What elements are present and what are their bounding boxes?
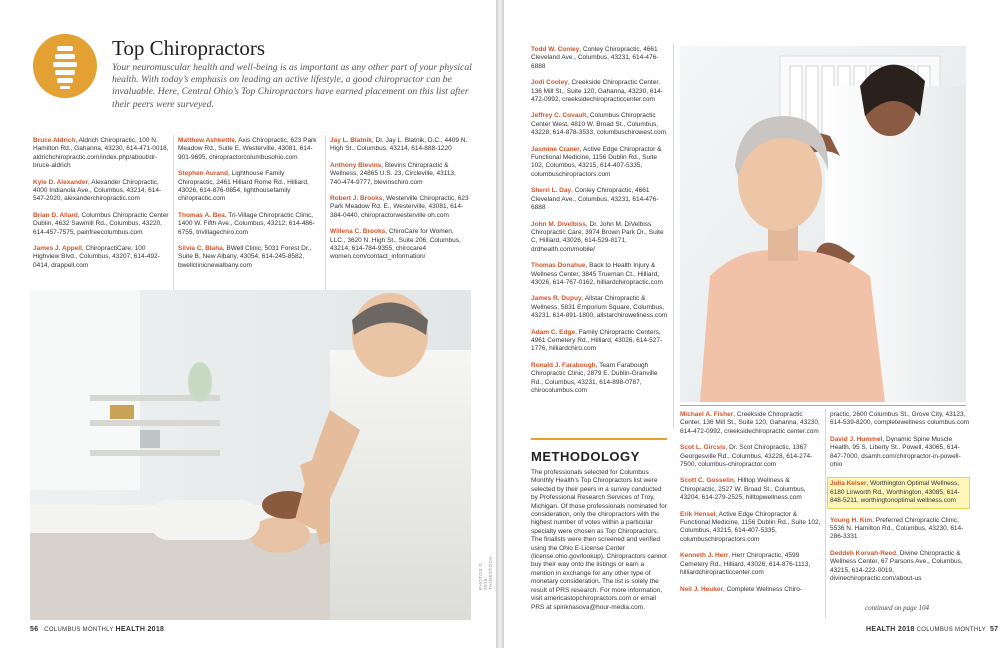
methodology-rule	[531, 438, 667, 440]
chiropractor-name: Adam C. Edge	[531, 328, 576, 336]
column-divider	[173, 135, 174, 295]
listing-entry	[531, 362, 671, 396]
listing-details: , Tri-Village Chiropractic Clinic, 1400 W. Fifth Ave., Columbus, 43212, 614-486-6755, trivillagechiro.com	[178, 211, 315, 236]
chiropractor-name: Anthony Blevins	[330, 161, 382, 169]
listing-column-6	[830, 411, 970, 592]
listing-details: , Conley Chiropractic, 4661 Cleveland Ave., Columbus, 43231, 614-476-6888	[531, 187, 659, 212]
continued-note: continued on page 104	[865, 604, 929, 612]
listing-details: , Columbus Chiropractic Center Dublin, 4632 Sawmill Rd., Columbus, 43220, 614-457-7575, painfreecolumbus.com	[33, 211, 169, 236]
listing-entry	[531, 112, 671, 137]
chiropractor-name: Scot L. Gircsis	[680, 444, 726, 452]
listing-details: , Columbus Chiropractic Center West, 4810 W. Broad St., Columbus, 43228, 614-878-3533, columbuschirowest.com	[531, 112, 667, 137]
chiropractor-name: Jodi Cooley	[531, 79, 568, 87]
column-divider	[325, 135, 326, 295]
methodology-title: METHODOLOGY	[531, 449, 640, 464]
listing-details: , Worthington Optimal Wellness, 6180 Linworth Rd., Worthington, 43085, 614-848-5211, worthingtonoptimal wellness.com	[830, 480, 960, 505]
listing-details: , Team Farabough Chiropractic Clinic, 2879 E. Dublin-Granville Rd., Columbus, 43231, 614-898-0787, chirocolumbus.com	[531, 361, 658, 394]
page-number: 57	[989, 626, 999, 633]
chiropractor-name: Willena C. Brooks	[330, 228, 386, 236]
methodology-text: The professionals selected for Columbus Monthly Health’s Top Chiropractors list were selected by their peers in a survey conducted by Professional Research Services of Troy, Michigan. Of those professionals nominated for consideration, only the chiropractors with the highest number of votes within a particular specialty were chosen as Top Chiropractors. The finalists were then screened and verified using the Ohio E-License Center (license.ohio.gov/lookup). Chiropractors cannot buy their way onto the listings or earn a mention in exchange for any other type of monetary consideration. The list is solely the result of PRS research. For more information, visit americastopchiropractors.com or email PRS at spinknasova@hour-media.com.	[531, 469, 667, 611]
listing-details: , Divine Chiropractic & Wellness Center, 67 Parsons Ave., Columbus, 43215, 614-222-0019, divinechiropractic.com/about-us	[830, 549, 963, 583]
listing-entry	[33, 212, 169, 237]
listing-details: , Aldrich Chiropractic, 100 N. Hamilton Rd., Gahanna, 43230, 614-471-0018, aldrichchiropractic.com/index.php/about/dr-bruce-aldrich	[33, 137, 169, 170]
listing-details: , Preferred Chiropractic Clinic, 5536 N. Hamilton Rd., Columbus, 43230, 614-286-3331	[830, 516, 964, 541]
chiropractor-name: Kyle D. Alexander	[33, 178, 89, 186]
folio-publication: COLUMBUS MONTHLY	[914, 627, 987, 633]
page-number: 56	[30, 626, 39, 633]
chiropractor-name: Bruce Aldrich	[33, 137, 76, 144]
chiropractor-name: Matthew Ashkettle	[178, 137, 235, 144]
chiropractor-name: Jasmine Craner	[531, 145, 580, 153]
listing-entry	[33, 137, 169, 171]
listing-details: , ChiroCare for Women, LLC., 3620 N. High St., Suite 206, Columbus, 43214, 614-784-9355, chirocare4 women.com/contact_information/	[330, 228, 461, 261]
listing-entry	[178, 212, 321, 237]
listing-column-4	[531, 46, 671, 403]
folio-issue: HEALTH 2018	[115, 626, 165, 633]
listing-entry	[680, 586, 822, 594]
listing-entry	[680, 411, 822, 436]
spine-logo-icon	[33, 34, 97, 98]
listing-entry	[531, 187, 671, 212]
listing-entry	[531, 262, 671, 287]
listing-entry	[178, 170, 321, 204]
listing-details: , Hilltop Wellness & Chiropractic, 2527 W. Broad St., Columbus, 43204, 614-279-2525, hilltopwellness.com	[680, 477, 806, 502]
listing-column-5	[680, 411, 822, 602]
chiropractor-name: Jay L. Blatnik	[330, 137, 372, 144]
listing-entry	[830, 550, 970, 584]
listing-column-3	[330, 137, 470, 270]
section-rule	[680, 405, 966, 406]
listing-entry	[680, 552, 822, 577]
listing-entry	[531, 295, 671, 320]
chiropractor-name: Thomas Donahue	[531, 262, 586, 270]
listing-continuation: practic, 2600 Columbus St., Grove City, 43123, 614-539-8200, completewellness columbus.com	[830, 411, 970, 427]
chiropractor-name: Michael A. Fisher	[680, 411, 734, 418]
chiropractor-name: John M. Divelbiss	[531, 220, 586, 228]
chiropractor-name: Kenneth J. Herr	[680, 552, 729, 560]
page-gutter	[496, 0, 504, 648]
chiropractor-name: Robert J. Brooks	[330, 195, 383, 203]
chiropractor-name: Young H. Kim	[830, 516, 873, 524]
listing-column-1	[33, 137, 169, 278]
listing-entry	[531, 79, 671, 104]
chiropractor-name: Neil J. Heuker	[680, 585, 723, 593]
chiropractor-name: Deddeh Korvah-Reed	[830, 549, 897, 557]
listing-details: , Dr. Jay L. Blatnik, D.C., 4409 N. High St., Columbus, 43214, 614-888-1220	[330, 137, 468, 153]
listing-details: , ChiropractiCare, 100 Highview Blvd., Columbus, 43207, 614-492-0414, drappell.com	[33, 245, 160, 269]
listing-entry	[830, 436, 970, 470]
chiropractor-neck-photo	[680, 46, 966, 402]
folio-right	[866, 626, 998, 633]
listing-details: , Back to Health Injury & Wellness Center, 3845 Trueman Ct., Hilliard, 43026, 614-767-0162, hilliardchiropractic.com	[531, 262, 663, 286]
listing-details: , Dynamic Spine Muscle Health, 95 S. Liberty St., Powell, 43065, 614-847-7000, dsamh.com/chiropractor-in-powell-ohio	[830, 435, 961, 469]
listing-entry	[830, 517, 970, 542]
listing-details: , BWell Clinic, 5031 Forest Dr., Suite B, New Albany, 43054, 614-245-8582, bwellclinicnewalbany.com	[178, 245, 312, 269]
column-divider	[673, 44, 674, 429]
chiropractor-name: Stephen Aurand	[178, 170, 228, 178]
folio-left	[30, 626, 164, 633]
chiropractor-name: David J. Hummel	[830, 435, 883, 443]
column-divider	[825, 409, 826, 619]
chiropractor-name: Jeffrey C. Covault	[531, 112, 587, 120]
chiropractor-name: Thomas A. Bea	[178, 211, 225, 219]
listing-entry	[178, 245, 321, 270]
listing-entry	[33, 245, 169, 270]
listing-entry	[531, 329, 671, 354]
listing-details: , Dr. John M. DiVelbiss Chiropractic Care, 3974 Brown Park Dr., Suite C, Hilliard, 43026, 614-529-8171, drdhealth.com/mobile/	[531, 220, 664, 253]
listing-details: , Creekside Chiropractic Center, 136 Mill St., Suite 120, Gahanna, 43230, 614-472-0992, creeksidechiropractic center.com	[680, 411, 820, 435]
listing-column-2	[178, 137, 321, 278]
listing-details: , Creekside Chiropractic Center, 136 Mill St., Suite 120, Gahanna, 43230, 614-472-0992, creeksidechiropracticcenter.com	[531, 79, 663, 104]
listing-entry	[330, 137, 470, 154]
listing-entry	[680, 511, 822, 545]
chiropractor-name: Silvia C. Blaha	[178, 245, 223, 253]
chiropractor-name: Sherri L. Day	[531, 187, 572, 195]
chiropractor-name: Todd W. Conley	[531, 46, 580, 53]
folio-issue: HEALTH 2018	[866, 626, 915, 633]
page-title: Top Chiropractors	[112, 36, 266, 60]
chiropractor-name: Brian D. Allard	[33, 211, 78, 219]
listing-details: , Allstar Chiropractic & Wellness, 5831 Emporium Square, Columbus, 43231, 614-891-1800, allstarchirowellness.com	[531, 295, 668, 320]
listing-entry	[330, 195, 470, 220]
chiropractor-name: James J. Appell	[33, 245, 82, 253]
listing-details: , Dr. Scot Chiropractic, 1367 Georgesville Rd., Columbus, 43228, 614-274-7500, columbus-chiropractor.com	[680, 444, 813, 469]
listing-entry	[531, 221, 671, 255]
listing-entry	[531, 46, 671, 71]
listing-details: , Axis Chiropractic, 623 Park Meadow Rd., Suite E, Westerville, 43081, 614-901-9695, chiropractorcolumbusohio.com	[178, 137, 317, 161]
chiropractor-name: Erik Hensel	[680, 510, 716, 518]
listing-entry	[33, 179, 169, 204]
listing-details: , Conley Chiropractic, 4661 Cleveland Ave., Columbus, 43231, 614-476-6888	[531, 46, 659, 70]
listing-entry	[330, 162, 470, 187]
listing-entry	[680, 444, 822, 469]
listing-details: , Active Edge Chiropractor & Functional Medicine, 1156 Dublin Rd., Suite 102, Columbus, 43215, 614-407-5335, columbuschiropractors.com	[680, 510, 821, 543]
listing-details: , Lighthouse Family Chiropractic, 2461 Hilliard Rome Rd., Hilliard, 43026, 614-876-0854, lighthousefamily chiropractic.com	[178, 170, 309, 203]
chiropractor-photo	[30, 290, 471, 620]
listing-entry	[531, 146, 671, 180]
listing-details: , Westerville Chiropractic, 623 Park Meadow Rd. E., Westerville, 43081, 614-384-0440, chiropractorwesterville oh.com	[330, 195, 469, 219]
chiropractor-name: James R. Dupuy	[531, 295, 582, 303]
chiropractor-name: Ronald J. Farabough	[531, 361, 596, 369]
listing-details: , Complete Wellness Chiro-	[723, 585, 802, 593]
chiropractor-name: Julia Keiser	[830, 480, 867, 488]
listing-entry	[178, 137, 321, 162]
folio-publication: COLUMBUS MONTHLY	[44, 627, 116, 633]
listing-details: , Active Edge Chiropractor & Functional Medicine, 1156 Dublin Rd., Suite 102, Columbus, 43215, 614-407-5335, columbuschiropractors.com	[531, 145, 662, 178]
listing-details: , Alexander Chiropractic, 4000 Indianola Ave., Columbus, 43214, 614-547-2020, alexanderchiropractic.com	[33, 178, 162, 203]
intro-paragraph: Your neuromuscular health and well-being is as important as any other part of your physical health. With today’s emphasis on leading an active lifestyle, a good chiropractor can be invaluable. Here, Central Ohio’s Top Chiropractors have earned placement on this list after their peers were surveyed.	[112, 62, 472, 110]
listing-details: , Blevins Chiropractic & Wellness, 24865 U.S. 23, Circleville, 43113, 740-474-9777, blevinschiro.com	[330, 161, 456, 186]
listing-entry	[680, 477, 822, 502]
listing-entry	[827, 477, 970, 508]
listing-details: , Herr Chiropractic, 4599 Cemetery Rd., Hilliard, 43026, 614-876-1113, hilliardchiropracticcenter.com	[680, 552, 811, 577]
left-page	[0, 0, 496, 648]
chiropractor-name: Scott C. Gosselin	[680, 477, 734, 485]
listing-entry	[330, 228, 470, 262]
photo-credit: PHOTOS © 2018 THINKSTOCK	[478, 556, 493, 590]
listing-details: , Family Chiropractic Centers, 4961 Cemetery Rd., Hilliard, 43026, 614-527-1776, hilliardchiro.com	[531, 328, 663, 353]
